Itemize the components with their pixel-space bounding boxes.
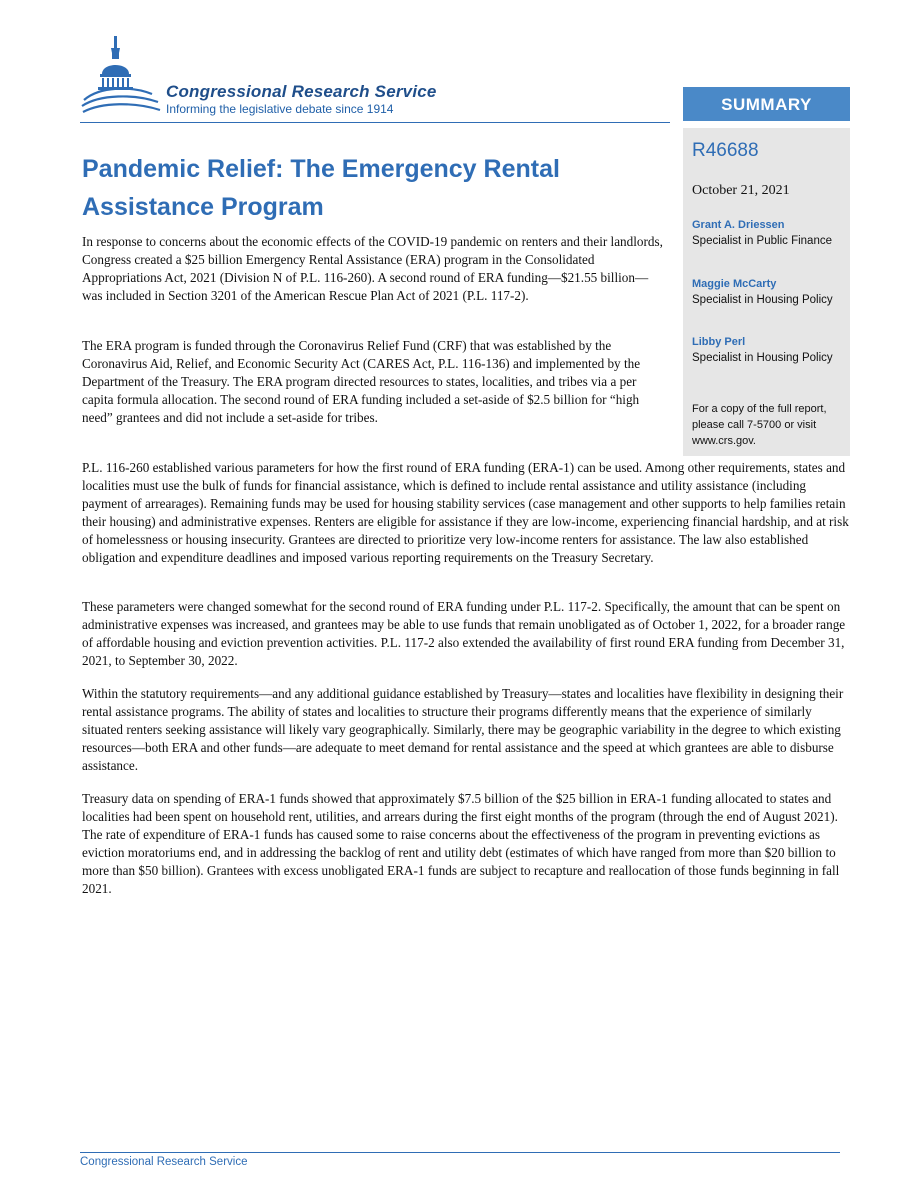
org-name: Congressional Research Service (166, 82, 437, 101)
summary-paragraph: The ERA program is funded through the Coronavirus Relief Fund (CRF) that was established by the Coronavirus Aid, Relief, and Economic Security Act (CARES Act, P.L. 116-136) and implemented by the Department of the Treasury. The ERA program directed resources to states, localities, and tribes via a per capita formula allocation. The second round of ERA funding included a set-aside of $2.5 billion for “high need” grantees and did not include a set-aside for tribes. (82, 338, 641, 425)
copy-note: For a copy of the full report, please call 7-5700 or visit www.crs.gov. (692, 403, 827, 447)
page-title: Pandemic Relief: The Emergency Rental Assistance Program (82, 155, 560, 221)
summary-paragraph: These parameters were changed somewhat for the second round of ERA funding under P.L. 117-2. Specifically, the amount that can be spent on administrative expenses was increased, and grantees may be able to use funds that remain unobligated as of October 1, 2022, for a broader range of affordable housing and eviction prevention activities. P.L. 117-2 also extended the availability of first round ERA funding from December 31, 2021, to September 30, 2022. (82, 599, 846, 668)
summary-heading: SUMMARY (683, 87, 850, 121)
summary-paragraph: In response to concerns about the economic effects of the COVID-19 pandemic on renters and their landlords, Congress created a $25 billion Emergency Rental Assistance (ERA) program in the Consolidated Appropriations Act, 2021 (Division N of P.L. 116-260). A second round of ERA funding—$21.55 billion—was included in Section 3201 of the American Rescue Plan Act of 2021 (P.L. 117-2). (82, 234, 663, 303)
header-divider (80, 122, 670, 123)
author-block (692, 218, 847, 249)
org-tagline: Informing the legislative debate since 1914 (166, 102, 394, 116)
crs-logo (80, 34, 480, 124)
report-id: R46688 (692, 140, 759, 161)
author-role: Specialist in Public Finance (692, 235, 832, 247)
author-block (692, 335, 847, 366)
summary-paragraph: Treasury data on spending of ERA-1 funds showed that approximately $7.5 billion of the $25 billion in ERA-1 funding allocated to states and localities had been spent on household rent, utilities, and arrears during the first eight months of the program (through the end of August 2021). The rate of expenditure of ERA-1 funds has caused some to raise concerns about the effectiveness of the program in preventing evictions as eviction moratoriums end, and in addressing the backlog of rent and utility debt (estimates of which have ranged from more than $20 billion to more than $50 billion). Grantees with excess unobligated ERA-1 funds are subject to recapture and reallocation of those funds beginning in fall 2021. (82, 791, 840, 896)
capitol-dome-icon (80, 34, 170, 124)
author-name[interactable]: Maggie McCarty (692, 278, 777, 290)
author-name[interactable]: Grant A. Driessen (692, 219, 785, 231)
summary-sidebar (683, 128, 850, 456)
author-name[interactable]: Libby Perl (692, 336, 746, 348)
footer-divider (80, 1152, 840, 1153)
summary-paragraph: Within the statutory requirements—and any additional guidance established by Treasury—states and localities have flexibility in designing their rental assistance programs. The ability of states and localities to structure their programs differently means that the experience of similarly situated renters seeking assistance will likely vary geographically. Similarly, there may be geographic variability in the degree to which existing resources—both ERA and other funds—are adequate to meet demand for rental assistance and the speed at which grantees are able to disburse assistance. (82, 686, 844, 773)
author-block (692, 277, 847, 308)
report-date: October 21, 2021 (692, 183, 790, 198)
author-role: Specialist in Housing Policy (692, 352, 833, 364)
summary-paragraph: P.L. 116-260 established various parameters for how the first round of ERA funding (ERA-1) can be used. Among other requirements, states and localities must use the bulk of funds for financial assistance, which is defined to include rental assistance and utility assistance (including payment of arrearages). Remaining funds may be used for housing stability services (case management and other supports to help families retain their housing) and administrative expenses. Renters are eligible for assistance if they are low-income, experiencing financial hardship, and at risk of homelessness or housing insecurity. Grantees are directed to prioritize very low-income renters for assistance. The law also established obligation and expenditure deadlines and imposed various reporting requirements on the Treasury Secretary. (82, 460, 849, 565)
author-role: Specialist in Housing Policy (692, 294, 833, 306)
footer-org: Congressional Research Service (80, 1156, 248, 1168)
